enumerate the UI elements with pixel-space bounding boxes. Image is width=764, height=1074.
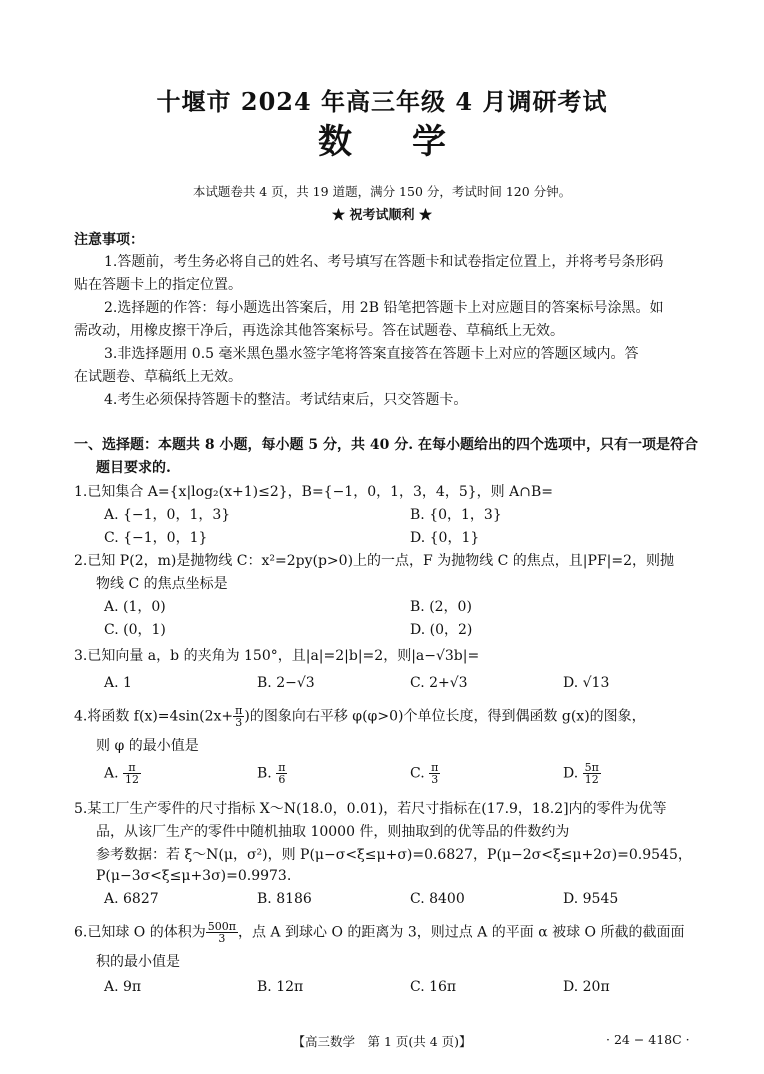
option-c: C. {−1，0，1}	[104, 530, 208, 546]
question-stem: 5.某工厂生产零件的尺寸指标 X～N(18.0，0.01)，若尺寸指标在(17.9，18.2]内的零件为优等	[74, 801, 667, 817]
good-luck-banner: ★ 祝考试顺利 ★	[331, 208, 433, 223]
notice-item: 2.选择题的作答：每小题选出答案后，用 2B 铅笔把答题卡上对应题目的答案标号涂黑。如	[104, 300, 664, 316]
question-stem: 则 φ 的最小值是	[96, 738, 199, 754]
exam-title: 十堰市 2024 年高三年级 4 月调研考试	[156, 87, 608, 116]
option-c: C. $\frac{\pi}{3}$	[410, 761, 439, 786]
notice-item: 贴在答题卡上的指定位置。	[74, 277, 242, 293]
option-c: C. (0，1)	[104, 622, 166, 638]
fraction: $\frac{500\pi}{3}$	[207, 920, 236, 945]
option-a: A. {−1，0，1，3}	[104, 507, 231, 523]
section-heading: 题目要求的.	[96, 460, 171, 476]
exam-info: 本试题卷共 4 页，共 19 道题，满分 150 分，考试时间 120 分钟。	[192, 184, 572, 199]
option-d: D. √13	[563, 675, 610, 691]
question-stem: 物线 C 的焦点坐标是	[96, 576, 228, 592]
option-c: C. 8400	[410, 891, 465, 907]
option-b: B. 2−√3	[257, 675, 315, 691]
option-c: C. 16π	[410, 979, 457, 995]
option-d: D. (0，2)	[410, 622, 473, 638]
notice-item: 需改动，用橡皮擦干净后，再选涂其他答案标号。答在试题卷、草稿纸上无效。	[74, 323, 564, 339]
option-d: D. 20π	[563, 979, 610, 995]
notice-item: 在试题卷、草稿纸上无效。	[74, 369, 242, 385]
notice-item: 1.答题前，考生务必将自己的姓名、考号填写在答题卡和试卷指定位置上，并将考号条形码	[104, 254, 664, 270]
option-a: A. 6827	[104, 891, 159, 907]
option-c: C. 2+√3	[410, 675, 468, 691]
reference-data: P(μ−3σ<ξ≤μ+3σ)=0.9973.	[96, 868, 292, 884]
fraction: $\frac{\pi}{3}$	[235, 704, 243, 729]
option-b: B. 8186	[257, 891, 312, 907]
subject-title: 数学	[318, 122, 506, 162]
option-b: B. $\frac{\pi}{6}$	[257, 761, 286, 786]
question-stem: 1.已知集合 A={x|log₂(x+1)≤2}，B={−1，0，1，3，4，5}，则 A∩B=	[74, 484, 553, 500]
page-footer: 【高三数学 第 1 页(共 4 页)】	[292, 1034, 472, 1049]
option-d: D. 9545	[563, 891, 619, 907]
option-a: A. $\frac{\pi}{12}$	[104, 761, 140, 786]
question-stem: 6.已知球 O 的体积为 $\frac{500\pi}{3}$ ，点 A 到球心 O 的距离为 3，则过点 A 的平面 α 被球 O 所截的截面面	[74, 920, 685, 945]
section-heading: 一、选择题：本题共 8 小题，每小题 5 分，共 40 分. 在每小题给出的四个选项中，只有一项是符合	[74, 437, 698, 453]
question-stem: 4.将函数 f(x)=4sin(2x+ $\frac{\pi}{3}$ )的图象向右平移 φ(φ>0)个单位长度，得到偶函数 g(x)的图象，	[74, 704, 646, 729]
reference-data: 参考数据：若 ξ～N(μ，σ²)，则 P(μ−σ<ξ≤μ+σ)=0.6827，P(μ−2σ<ξ≤μ+2σ)=0.9545，	[96, 847, 692, 863]
notice-item: 4.考生必须保持答题卡的整洁。考试结束后，只交答题卡。	[104, 392, 468, 408]
option-d: D. {0，1}	[410, 530, 480, 546]
question-stem: 3.已知向量 a，b 的夹角为 150°，且|a|=2|b|=2，则|a−√3b|=	[74, 648, 480, 664]
question-stem: 积的最小值是	[96, 954, 180, 970]
option-a: A. 9π	[104, 979, 142, 995]
notice-heading: 注意事项：	[74, 232, 144, 248]
question-stem: 2.已知 P(2，m)是抛物线 C：x²=2py(p>0)上的一点，F 为抛物线 C 的焦点，且|PF|=2，则抛	[74, 553, 675, 569]
question-stem: 品，从该厂生产的零件中随机抽取 10000 件，则抽取到的优等品的件数约为	[96, 824, 570, 840]
option-d: D. $\frac{5\pi}{12}$	[563, 761, 599, 786]
option-a: A. (1，0)	[104, 599, 166, 615]
notice-item: 3.非选择题用 0.5 毫米黑色墨水签字笔将答案直接答在答题卡上对应的答题区域内。答	[104, 346, 639, 362]
option-b: B. (2，0)	[410, 599, 472, 615]
option-a: A. 1	[104, 675, 132, 691]
option-b: B. {0，1，3}	[410, 507, 502, 523]
option-b: B. 12π	[257, 979, 304, 995]
paper-code: · 24 − 418C ·	[606, 1032, 690, 1047]
